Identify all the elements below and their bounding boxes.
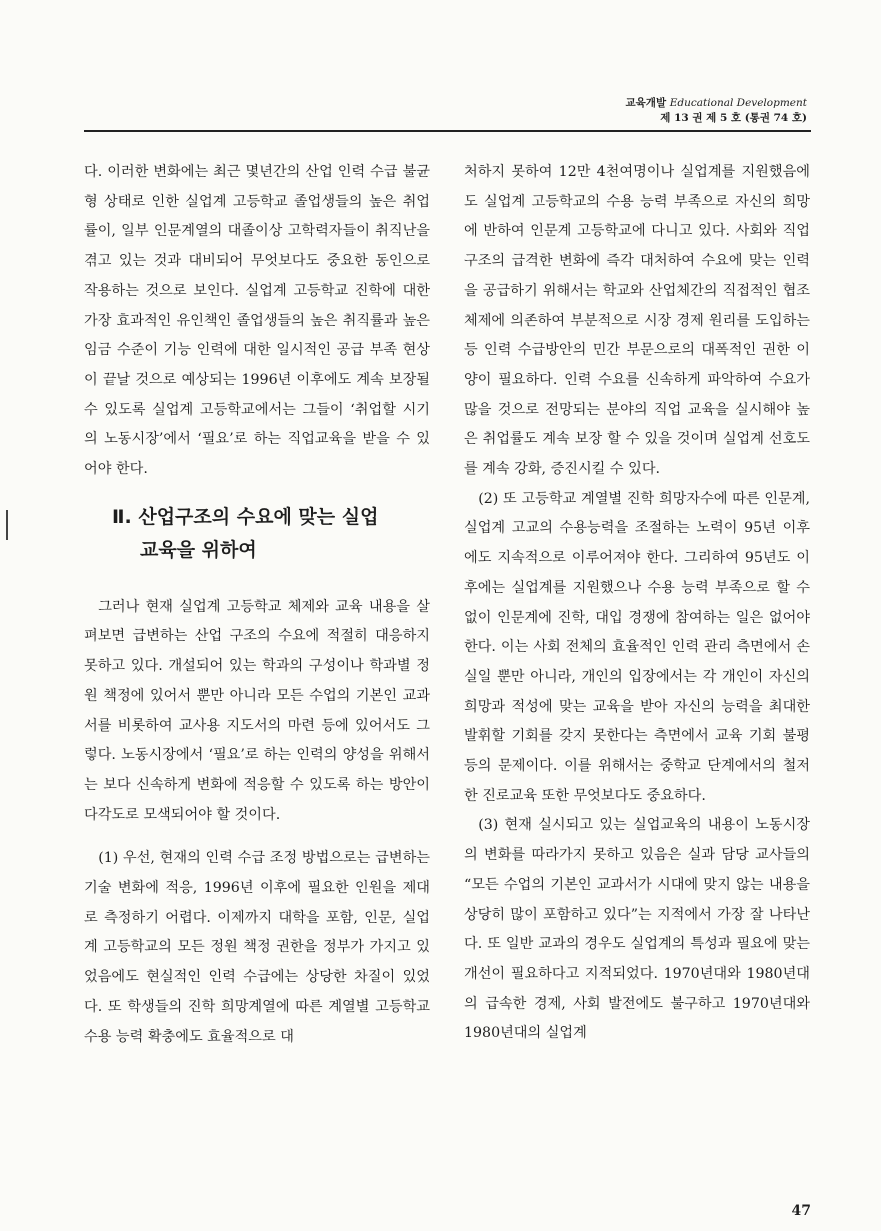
paragraph: 그러나 현재 실업계 고등학교 체제와 교육 내용을 살펴보면 급변하는 산업 구조의 수요에 적절히 대응하지 못하고 있다. 개설되어 있는 학과의 구성이나 학과별 정원 책정에 있어서 뿐만 아니라 모든 수업의 기본인 교과서를 비롯하여 교사용 지도서의 마련 등에 있어서도 그렇다. 노동시장에서 ‘필요’로 하는 인력의 양성을 위해서는 보다 신속하게 변화에 적응할 수 있도록 하는 방안이 다각도로 모색되어야 할 것이다. (84, 598, 430, 823)
journal-title-ko: 교육개발 (625, 97, 667, 109)
journal-title (626, 96, 807, 111)
section-heading (112, 501, 430, 567)
journal-title-en: Educational Development (669, 97, 807, 109)
right-column (464, 158, 810, 1049)
running-header (626, 96, 807, 126)
paragraph: 처하지 못하여 12만 4천여명이나 실업계를 지원했음에도 실업계 고등학교의 수용 능력 부족으로 자신의 희망에 반하여 인문계 고등학교에 다니고 있다. 사회와 직업 구조의 급격한 변화에 즉각 대처하여 수요에 맞는 인력을 공급하기 위해서는 학교와 산업체간의 직접적인 협조 체제에 의존하여 부분적으로 시장 경제 원리를 도입하는 등 인력 수급방안의 민간 부문으로의 대폭적인 권한 이양이 필요하다. 인력 수요를 신속하게 파악하여 수요가 많을 것으로 전망되는 분야의 직업 교육을 실시해야 높은 취업률도 계속 보장 할 수 있을 것이며 실업계 선호도를 계속 강화, 증진시킬 수 있다. (464, 164, 810, 478)
section-heading-line1: Ⅱ. 산업구조의 수요에 맞는 실업 (112, 505, 379, 528)
issue-info: 제 13 권 제 5 호 (통권 74 호) (660, 112, 807, 124)
paragraph: 다. 이러한 변화에는 최근 몇년간의 산업 인력 수급 불균형 상태로 인한 실업계 고등학교 졸업생들의 높은 취업률이, 일부 인문계열의 대졸이상 고학력자들이 취직난을 겪고 있는 것과 대비되어 무엇보다도 중요한 동인으로 작용하는 것으로 보인다. 실업계 고등학교 진학에 대한 가장 효과적인 유인책인 졸업생들의 높은 취직률과 높은 임금 수준이 기능 인력에 대한 일시적인 공급 부족 현상이 끝날 것으로 예상되는 1996년 이후에도 계속 보장될 수 있도록 실업계 고등학교에서는 그들이 ‘취업할 시기의 노동시장’에서 ‘필요’로 하는 직업교육을 받을 수 있어야 한다. (84, 164, 430, 478)
margin-mark (6, 510, 8, 540)
paragraph: (2) 또 고등학교 계열별 진학 희망자수에 따른 인문계, 실업계 고교의 수용능력을 조절하는 노력이 95년 이후에도 지속적으로 이루어져야 한다. 그리하여 95년도 이후에는 실업계를 지원했으나 수용 능력 부족으로 할 수 없이 인문계에 진학, 대입 경쟁에 참여하는 일은 없어야 한다. 이는 사회 전체의 효율적인 인력 관리 측면에서 손실일 뿐만 아니라, 개인의 입장에서는 각 개인이 자신의 희망과 적성에 맞는 교육을 받아 자신의 능력을 최대한 발휘할 기회를 갖지 못한다는 측면에서 교육 기회 불평등의 문제이다. 이를 위해서는 중학교 단계에서의 철저한 진로교육 또한 무엇보다도 중요하다. (464, 490, 810, 804)
left-column (84, 158, 430, 1052)
section-heading-line2: 교육을 위하여 (140, 538, 257, 561)
header-rule (84, 130, 811, 132)
paragraph: (1) 우선, 현재의 인력 수급 조정 방법으로는 급변하는 기술 변화에 적응, 1996년 이후에 필요한 인원을 제대로 측정하기 어렵다. 이제까지 대학을 포함, 인문, 실업계 고등학교의 모든 정원 책정 권한을 정부가 가지고 있었음에도 현실적인 인력 수급에는 상당한 차질이 있었다. 또 학생들의 진학 희망계열에 따른 계열별 고등학교 수용 능력 확충에도 효율적으로 대 (84, 850, 430, 1045)
paragraph: (3) 현재 실시되고 있는 실업교육의 내용이 노동시장의 변화를 따라가지 못하고 있음은 실과 담당 교사들의 “모든 수업의 기본인 교과서가 시대에 맞지 않는 내용을 상당히 많이 포함하고 있다”는 지적에서 가장 잘 나타난다. 또 일반 교과의 경우도 실업계의 특성과 필요에 맞는 개선이 필요하다고 지적되었다. 1970년대와 1980년대의 급속한 경제, 사회 발전에도 불구하고 1970년대와 1980년대의 실업계 (464, 817, 810, 1042)
page-number: 47 (791, 1203, 811, 1219)
paragraph-gap (84, 830, 430, 844)
